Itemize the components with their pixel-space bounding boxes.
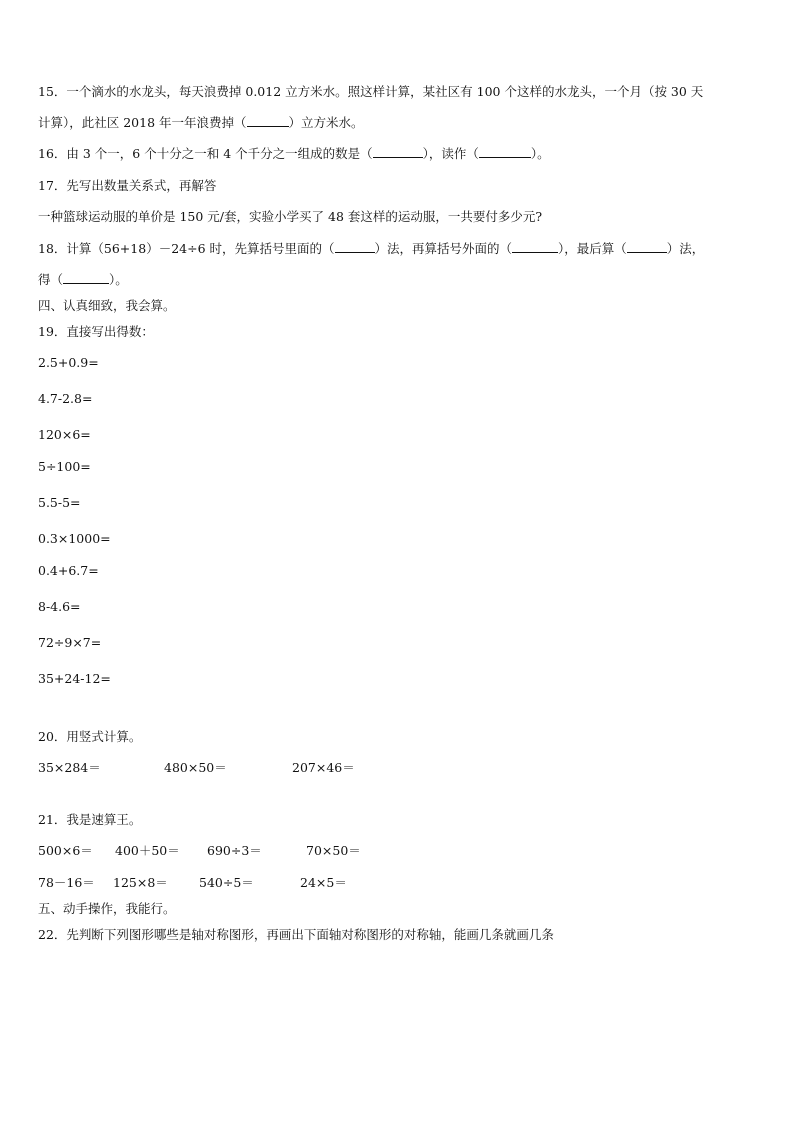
q18-line2-tail: ）。 [109, 272, 128, 287]
answer-blank[interactable] [63, 272, 109, 284]
answer-blank[interactable] [373, 146, 423, 158]
q19-title: 19．直接写出得数： [38, 324, 154, 339]
q18-mid1: ）法，再算括号外面的（ [374, 241, 513, 256]
q18-line2 [38, 272, 128, 288]
q16-text: 16．由 3 个一，6 个十分之一和 4 个千分之一组成的数是（ [38, 146, 373, 161]
answer-blank[interactable] [627, 241, 667, 253]
q21-item: 400＋50＝ [115, 843, 180, 858]
answer-blank[interactable] [512, 241, 558, 253]
answer-blank[interactable] [479, 146, 531, 158]
q21-item: 690÷3＝ [207, 843, 262, 858]
q18-mid2: ），最后算（ [558, 241, 627, 256]
q19-item: 72÷9×7= [38, 635, 102, 650]
q19-item: 0.3×1000= [38, 531, 111, 546]
q21-item: 540÷5＝ [199, 875, 254, 890]
q18-line2-text: 得（ [38, 272, 64, 287]
section-heading-4: 四、认真细致，我会算。 [38, 298, 176, 313]
q15-line1: 15．一个滴水的水龙头，每天浪费掉 0.012 立方米水。照这样计算，某社区有 100 个这样的水龙头，一个月（按 30 天 [38, 84, 704, 99]
q21-item: 78－16＝ [38, 875, 95, 890]
q21-item: 24×5＝ [300, 875, 347, 890]
q21-title: 21．我是速算王。 [38, 812, 142, 827]
q15-line2 [38, 115, 364, 131]
q19-item: 5.5-5= [38, 495, 81, 510]
section-heading-5: 五、动手操作，我能行。 [38, 901, 176, 916]
q18-text: 18．计算（56+18）－24÷6 时，先算括号里面的（ [38, 241, 335, 256]
q17-body: 一种篮球运动服的单价是 150 元/套，实验小学买了 48 套这样的运动服，一共要付多少元? [38, 209, 543, 224]
q16-mid: ），读作（ [422, 146, 479, 161]
q22-title: 22．先判断下列图形哪些是轴对称图形，再画出下面轴对称图形的对称轴，能画几条就画几条 [38, 927, 554, 942]
q20-item: 207×46＝ [292, 760, 355, 775]
q20-item: 35×284＝ [38, 760, 101, 775]
q19-item: 5÷100= [38, 459, 91, 474]
q21-item: 125×8＝ [113, 875, 168, 890]
q17-title: 17．先写出数量关系式，再解答 [38, 178, 217, 193]
q20-title: 20．用竖式计算。 [38, 729, 142, 744]
q16-tail: ）。 [530, 146, 550, 161]
q21-item: 70×50＝ [306, 843, 361, 858]
q15-line2-tail: ）立方米水。 [288, 115, 364, 130]
q15-line2-text: 计算），此社区 2018 年一年浪费掉（ [38, 115, 247, 130]
q20-item: 480×50＝ [164, 760, 227, 775]
q16-line [38, 146, 550, 162]
answer-blank[interactable] [335, 241, 375, 253]
q19-item: 120×6= [38, 427, 91, 442]
q18-line1 [38, 241, 704, 257]
answer-blank[interactable] [247, 115, 289, 127]
q19-item: 4.7-2.8= [38, 391, 93, 406]
q19-item: 0.4+6.7= [38, 563, 99, 578]
q19-item: 35+24-12= [38, 671, 111, 686]
q18-tail: ）法， [666, 241, 705, 256]
q19-item: 8-4.6= [38, 599, 81, 614]
q19-item: 2.5+0.9= [38, 355, 99, 370]
q21-item: 500×6＝ [38, 843, 93, 858]
